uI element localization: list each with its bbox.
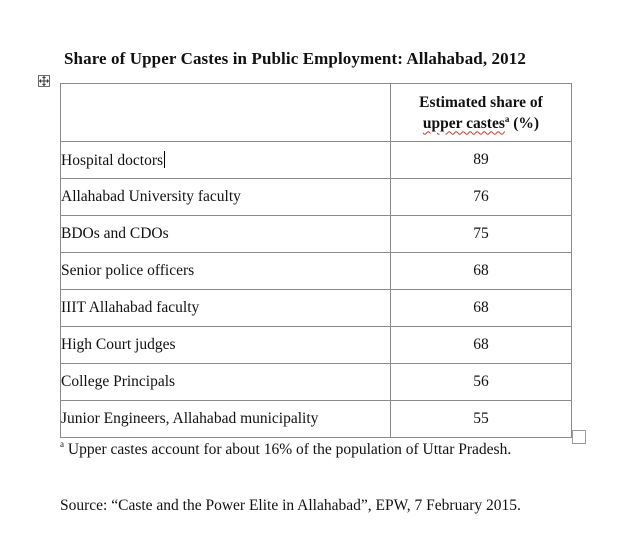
row-label[interactable]: College Principals xyxy=(61,364,391,401)
header-unit: (%) xyxy=(509,114,540,132)
row-label-text: Hospital doctors xyxy=(61,151,164,169)
header-footnote-marker: a xyxy=(504,113,510,124)
table-move-handle-icon[interactable] xyxy=(38,75,50,87)
table-row xyxy=(61,179,572,216)
table-row xyxy=(61,401,572,438)
footnote xyxy=(60,441,511,459)
table-row xyxy=(61,253,572,290)
row-value[interactable]: 68 xyxy=(391,290,572,327)
move-arrows-icon xyxy=(39,76,49,86)
source-citation: Source: “Caste and the Power Elite in Allahabad”, EPW, 7 February 2015. xyxy=(60,497,521,514)
table-header-row xyxy=(61,84,572,142)
row-label[interactable]: High Court judges xyxy=(61,327,391,364)
table-row xyxy=(61,290,572,327)
row-value[interactable]: 89 xyxy=(391,142,572,179)
footnote-marker: a xyxy=(60,439,64,449)
footnote-text: Upper castes account for about 16% of the population of Uttar Pradesh. xyxy=(64,441,512,458)
row-label[interactable]: IIIT Allahabad faculty xyxy=(61,290,391,327)
row-label[interactable]: Senior police officers xyxy=(61,253,391,290)
document-title: Share of Upper Castes in Public Employment: Allahabad, 2012 xyxy=(64,49,526,68)
header-line-1: Estimated share of xyxy=(419,93,543,111)
row-label[interactable]: BDOs and CDOs xyxy=(61,216,391,253)
row-label[interactable] xyxy=(61,142,391,179)
row-value[interactable]: 76 xyxy=(391,179,572,216)
row-label[interactable]: Junior Engineers, Allahabad municipality xyxy=(61,401,391,438)
row-value[interactable]: 56 xyxy=(391,364,572,401)
table-row xyxy=(61,364,572,401)
table-resize-handle[interactable] xyxy=(572,430,586,444)
table-row xyxy=(61,142,572,179)
header-upper-castes-word: upper castes xyxy=(422,114,505,132)
employment-share-table xyxy=(60,83,572,438)
table-row xyxy=(61,327,572,364)
row-value[interactable]: 68 xyxy=(391,253,572,290)
text-cursor xyxy=(164,151,165,168)
row-value[interactable]: 68 xyxy=(391,327,572,364)
row-value[interactable]: 75 xyxy=(391,216,572,253)
row-label[interactable]: Allahabad University faculty xyxy=(61,179,391,216)
header-label-cell[interactable] xyxy=(61,84,391,142)
table-row xyxy=(61,216,572,253)
row-value[interactable]: 55 xyxy=(391,401,572,438)
header-value-cell[interactable] xyxy=(391,84,572,142)
